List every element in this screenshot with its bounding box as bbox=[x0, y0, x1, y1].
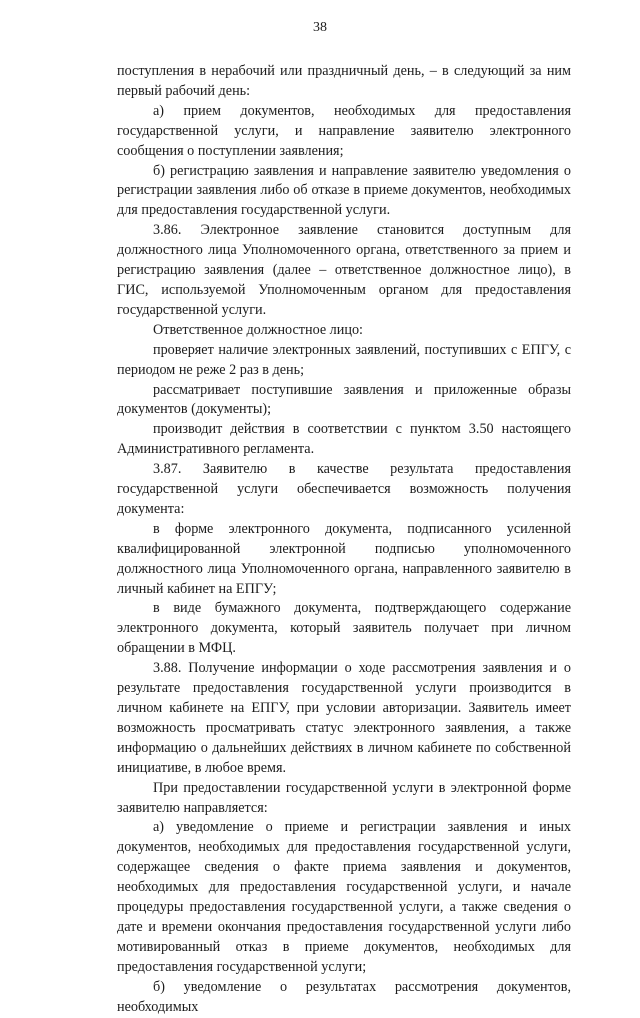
paragraph: рассматривает поступившие заявления и приложенные образы документов (документы); bbox=[117, 381, 571, 418]
paragraph: производит действия в соответствии с пунктом 3.50 настоящего Административного регламента. bbox=[117, 421, 571, 458]
paragraph: в форме электронного документа, подписанного усиленной квалифицированной электронной подписью уполномоченного должностного лица Уполномоченного органа, направленного заявителю в личный кабинет на ЕПГУ; bbox=[117, 520, 571, 597]
paragraph: 3.86. Электронное заявление становится доступным для должностного лица Уполномоченного органа, ответственного за прием и регистрацию заявления (далее – ответственное должностное лицо), в ГИС, используемой Уполномоченным органом для предоставления государственной услуги. bbox=[117, 222, 571, 318]
paragraph: проверяет наличие электронных заявлений, поступивших с ЕПГУ, с периодом не реже 2 раз в день; bbox=[117, 341, 571, 378]
page-number: 38 bbox=[313, 20, 327, 35]
document-body bbox=[117, 62, 571, 1018]
paragraph: Ответственное должностное лицо: bbox=[153, 321, 363, 338]
paragraph: поступления в нерабочий или праздничный день, – в следующий за ним первый рабочий день: bbox=[117, 63, 571, 99]
paragraph: в виде бумажного документа, подтверждающего содержание электронного документа, который заявитель получает при личном обращении в МФЦ. bbox=[117, 600, 571, 657]
paragraph: 3.87. Заявителю в качестве результата предоставления государственной услуги обеспечивается возможность получения документа: bbox=[117, 461, 571, 517]
paragraph: б) уведомление о результатах рассмотрения документов, необходимых bbox=[117, 978, 571, 1015]
paragraph: 3.88. Получение информации о ходе рассмотрения заявления и о результате предоставления государственной услуги производится в личном кабинете на ЕПГУ, при условии авторизации. Заявитель имеет возможность просматривать статус электронного заявления, а также информацию о дальнейших действиях в личном кабинете по собственной инициативе, в любое время. bbox=[117, 660, 571, 776]
paragraph: а) уведомление о приеме и регистрации заявления и иных документов, необходимых для предоставления государственной услуги, содержащее сведения о факте приема заявления и документов, необходимых для предоставления государственной услуги, и начале процедуры предоставления государственной услуги, а также сведения о дате и времени окончания предоставления государственной услуги либо мотивированный отказ в приеме документов, необходимых для предоставления государственной услуги; bbox=[117, 819, 571, 975]
paragraph: б) регистрацию заявления и направление заявителю уведомления о регистрации заявления либо об отказе в приеме документов, необходимых для предоставления государственной услуги. bbox=[117, 162, 571, 219]
paragraph: При предоставлении государственной услуги в электронной форме заявителю направляется: bbox=[117, 779, 571, 816]
paragraph: а) прием документов, необходимых для предоставления государственной услуги, и направление заявителю электронного сообщения о поступлении заявления; bbox=[117, 102, 571, 159]
